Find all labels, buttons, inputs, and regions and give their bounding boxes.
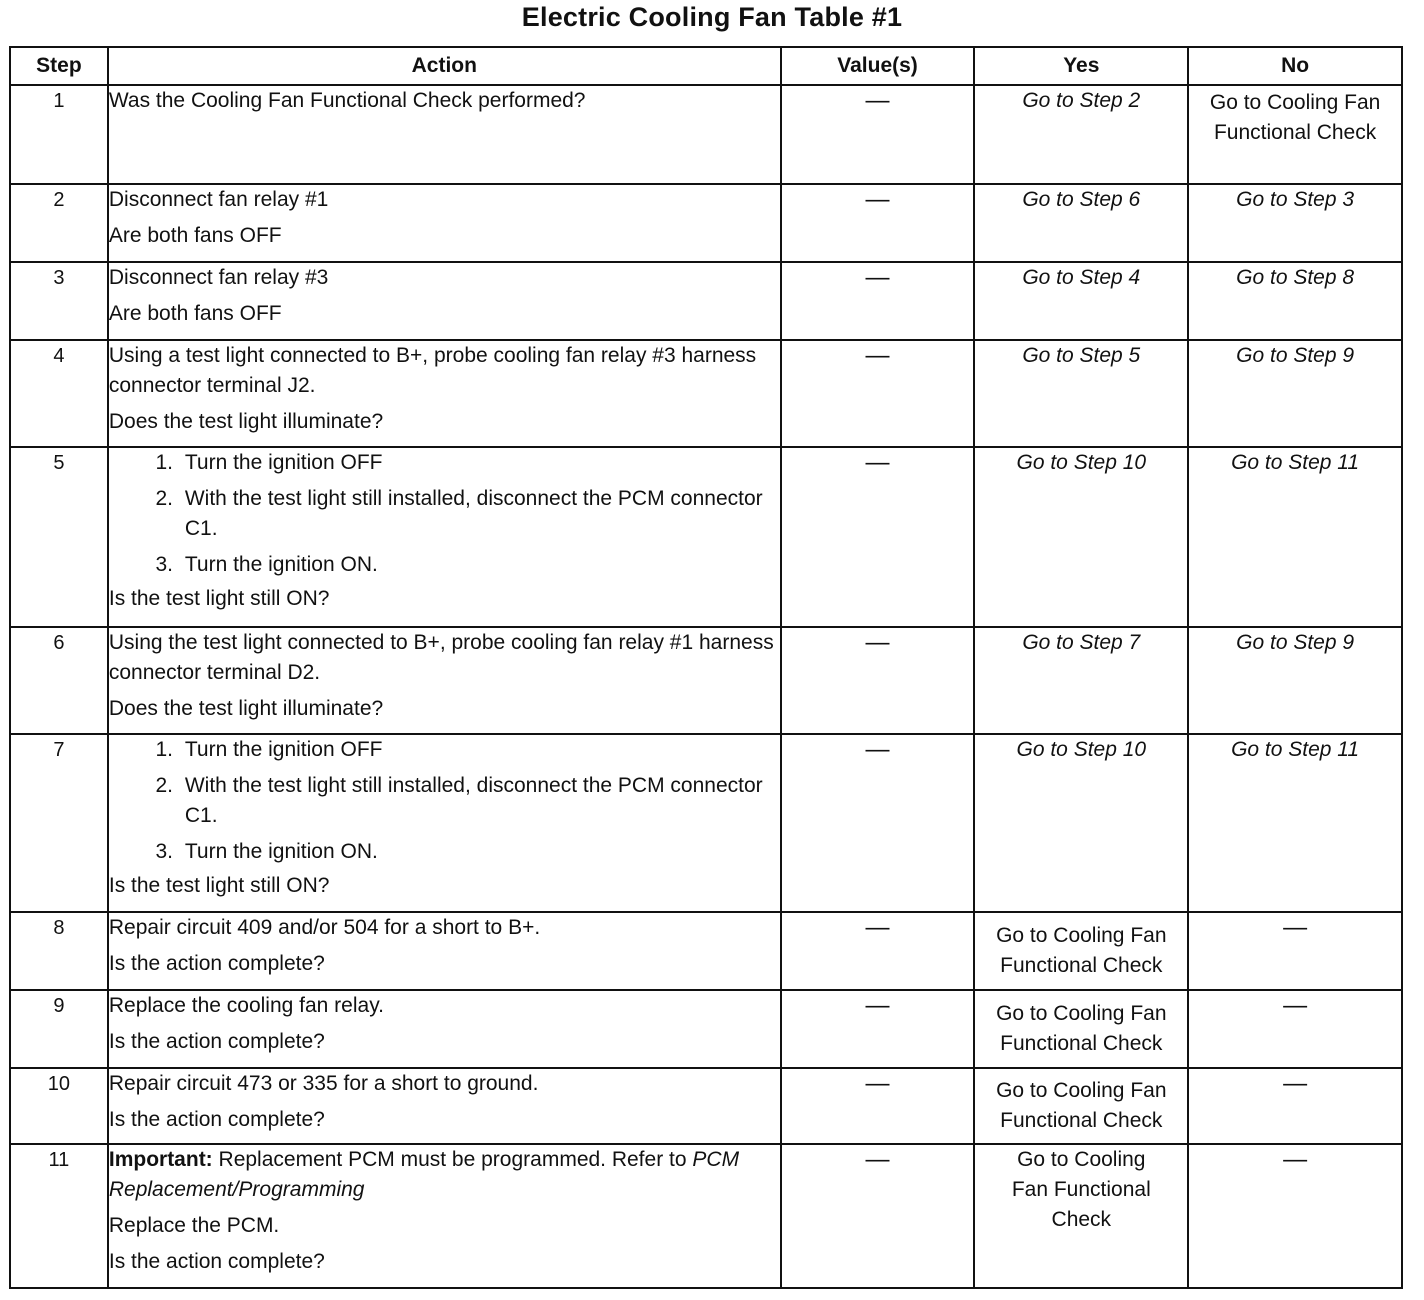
- table-row: [10, 627, 1402, 734]
- action-list: [109, 735, 780, 867]
- table-row: [10, 85, 1402, 184]
- action-cell: [108, 1068, 781, 1144]
- action-text: Using the test light connected to B+, probe cooling fan relay #1 harness connector terminal D2.: [108, 631, 774, 684]
- list-item: 1. Turn the ignition OFF: [179, 735, 780, 765]
- pcm-programming-reference: PCM Replacement/Programming: [108, 1148, 740, 1201]
- no-cell: Go to Cooling Fan Functional Check: [1188, 85, 1402, 184]
- list-item: 3. Turn the ignition ON.: [179, 837, 780, 867]
- value-cell: —: [781, 627, 975, 734]
- action-text: Repair circuit 409 and/or 504 for a short to B+.: [108, 916, 541, 939]
- header-no: No: [1188, 47, 1402, 85]
- yes-cell: Go to Step 5: [974, 340, 1188, 447]
- no-cell: Go to Step 11: [1188, 447, 1402, 627]
- value-cell: —: [781, 912, 975, 990]
- step-number: 2: [10, 184, 108, 262]
- header-action: Action: [108, 47, 781, 85]
- header-yes: Yes: [974, 47, 1188, 85]
- no-cell: Go to Step 11: [1188, 734, 1402, 912]
- action-question: Does the test light illuminate?: [108, 410, 384, 433]
- no-cell: Go to Step 8: [1188, 262, 1402, 340]
- action-cell: [108, 627, 781, 734]
- action-text: Using a test light connected to B+, probe cooling fan relay #3 harness connector terminal J2.: [108, 344, 757, 397]
- value-cell: —: [781, 1144, 975, 1288]
- action-text: Disconnect fan relay #1: [108, 188, 329, 211]
- table-row: [10, 262, 1402, 340]
- yes-cell: Go to Step 4: [974, 262, 1188, 340]
- table-row: [10, 1068, 1402, 1144]
- action-question: Are both fans OFF: [108, 224, 282, 247]
- action-cell: [108, 447, 781, 627]
- action-text: Replace the cooling fan relay.: [108, 994, 384, 1017]
- yes-cell: Go to Cooling Fan Functional Check: [974, 912, 1188, 990]
- action-cell: [108, 990, 781, 1068]
- yes-cell: Go to Cooling Fan Functional Check: [974, 1144, 1188, 1288]
- list-item: 2. With the test light still installed, disconnect the PCM connector C1.: [179, 484, 780, 544]
- value-cell: —: [781, 990, 975, 1068]
- action-text: Replace the PCM.: [108, 1214, 280, 1237]
- action-question: Is the action complete?: [108, 1250, 325, 1273]
- header-values: Value(s): [781, 47, 975, 85]
- action-text: Was the Cooling Fan Functional Check performed?: [108, 89, 586, 112]
- important-text: Replacement PCM must be programmed. Refer to: [212, 1148, 693, 1171]
- yes-cell: Go to Step 2: [974, 85, 1188, 184]
- step-number: 4: [10, 340, 108, 447]
- step-number: 3: [10, 262, 108, 340]
- list-item: 1. Turn the ignition OFF: [179, 448, 780, 478]
- yes-cell: Go to Cooling Fan Functional Check: [974, 1068, 1188, 1144]
- action-question: Is the action complete?: [108, 1108, 325, 1131]
- action-question: Does the test light illuminate?: [108, 697, 384, 720]
- step-number: 9: [10, 990, 108, 1068]
- action-question: Is the test light still ON?: [108, 874, 330, 897]
- value-cell: —: [781, 447, 975, 627]
- step-number: 10: [10, 1068, 108, 1144]
- value-cell: —: [781, 262, 975, 340]
- action-cell: [108, 1144, 781, 1288]
- table-row: [10, 912, 1402, 990]
- table-title: Electric Cooling Fan Table #1: [521, 2, 903, 32]
- action-cell: [108, 340, 781, 447]
- action-text: Disconnect fan relay #3: [108, 266, 329, 289]
- table-row: [10, 340, 1402, 447]
- yes-cell: Go to Step 10: [974, 734, 1188, 912]
- table-row: [10, 734, 1402, 912]
- step-number: 1: [10, 85, 108, 184]
- list-item: 3. Turn the ignition ON.: [179, 550, 780, 580]
- action-cell: [108, 912, 781, 990]
- step-number: 7: [10, 734, 108, 912]
- no-cell: —: [1188, 990, 1402, 1068]
- no-cell: Go to Step 3: [1188, 184, 1402, 262]
- action-cell: [108, 85, 781, 184]
- no-cell: Go to Step 9: [1188, 340, 1402, 447]
- value-cell: —: [781, 1068, 975, 1144]
- yes-cell: Go to Step 7: [974, 627, 1188, 734]
- action-cell: [108, 262, 781, 340]
- action-question: Is the action complete?: [108, 952, 325, 975]
- table-row: [10, 184, 1402, 262]
- header-step: Step: [10, 47, 108, 85]
- yes-cell: Go to Step 10: [974, 447, 1188, 627]
- value-cell: —: [781, 734, 975, 912]
- no-cell: Go to Step 9: [1188, 627, 1402, 734]
- header-row: [10, 47, 1402, 85]
- step-number: 5: [10, 447, 108, 627]
- value-cell: —: [781, 85, 975, 184]
- value-cell: —: [781, 340, 975, 447]
- action-question: Is the action complete?: [108, 1030, 325, 1053]
- value-cell: —: [781, 184, 975, 262]
- list-item: 2. With the test light still installed, disconnect the PCM connector C1.: [179, 771, 780, 831]
- no-cell: —: [1188, 1068, 1402, 1144]
- table-row: [10, 990, 1402, 1068]
- action-text: Repair circuit 473 or 335 for a short to ground.: [108, 1072, 539, 1095]
- action-question: Is the test light still ON?: [108, 587, 330, 610]
- yes-cell: Go to Cooling Fan Functional Check: [974, 990, 1188, 1068]
- action-cell: [108, 734, 781, 912]
- cooling-fan-table: [9, 46, 1403, 1289]
- step-number: 6: [10, 627, 108, 734]
- important-label: Important:: [108, 1148, 213, 1171]
- action-question: Are both fans OFF: [108, 302, 282, 325]
- no-cell: —: [1188, 912, 1402, 990]
- action-list: [109, 448, 780, 580]
- important-note: [109, 1145, 780, 1205]
- step-number: 11: [10, 1144, 108, 1288]
- table-row: [10, 447, 1402, 627]
- no-cell: —: [1188, 1144, 1402, 1288]
- yes-cell: Go to Step 6: [974, 184, 1188, 262]
- action-cell: [108, 184, 781, 262]
- step-number: 8: [10, 912, 108, 990]
- table-row: [10, 1144, 1402, 1288]
